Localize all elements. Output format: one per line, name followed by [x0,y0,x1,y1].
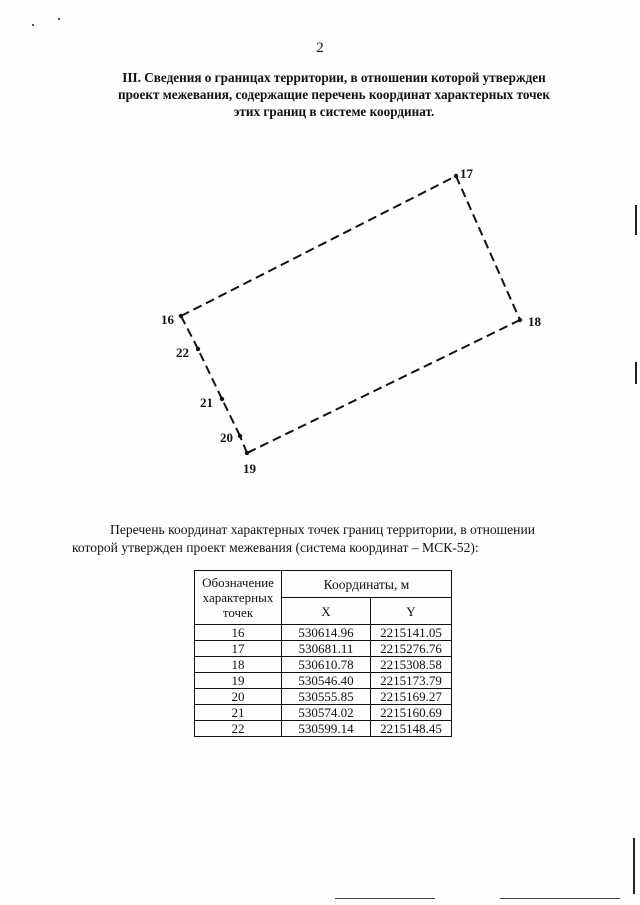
cell-y: 2215169.27 [371,689,452,705]
cell-x: 530681.11 [282,641,371,657]
cell-point: 17 [195,641,282,657]
boundary-point-label-21: 21 [200,395,213,410]
header-y: Y [371,598,452,625]
table-row [195,625,452,641]
boundary-points [179,174,522,455]
table-row [195,705,452,721]
cell-y: 2215308.58 [371,657,452,673]
boundary-point-label-22: 22 [176,345,189,360]
boundary-edge-19-20 [240,436,247,453]
cell-y: 2215148.45 [371,721,452,737]
section-title-line-2: проект межевания, содержащие перечень координат характерных точек [117,87,550,102]
scan-edge-mark [635,362,637,384]
boundary-point-22 [196,347,200,351]
cell-point: 21 [195,705,282,721]
cell-x: 530555.85 [282,689,371,705]
cell-point: 16 [195,625,282,641]
table-row [195,641,452,657]
scan-edge-line [500,898,620,899]
scan-edge-mark [635,205,637,235]
boundary-edge-18-19 [247,320,520,453]
header-x: X [282,598,371,625]
table-row [195,721,452,737]
coordinates-table [194,570,452,737]
boundary-point-label-19: 19 [243,461,256,476]
cell-y: 2215141.05 [371,625,452,641]
cell-x: 530574.02 [282,705,371,721]
cell-point: 18 [195,657,282,673]
scan-speck [32,24,34,26]
cell-y: 2215276.76 [371,641,452,657]
cell-point: 20 [195,689,282,705]
coordinates-caption [72,521,592,556]
table-row [195,689,452,705]
boundary-edge-16-17 [181,176,456,316]
cell-point: 19 [195,673,282,689]
boundary-labels [161,166,542,476]
boundary-edge-21-22 [198,349,222,399]
caption-line-1: Перечень координат характерных точек границ территории, в отношении [110,522,536,537]
cell-point: 22 [195,721,282,737]
header-coordinates: Координаты, м [282,571,452,598]
boundary-point-17 [454,174,458,178]
section-title-line-3: этих границ в системе координат. [233,104,435,119]
caption-line-2: которой утвержден проект межевания (система координат – МСК-52): [72,539,479,555]
boundary-point-20 [238,434,242,438]
scan-edge-line [335,898,435,899]
boundary-point-label-18: 18 [528,314,541,329]
cell-x: 530599.14 [282,721,371,737]
cell-x: 530546.40 [282,673,371,689]
boundary-point-label-20: 20 [220,430,233,445]
boundary-edges [181,176,520,453]
section-title-line-1: III. Сведения о границах территории, в отношении которой утвержден [122,70,546,85]
scan-edge-mark [633,838,635,894]
cell-y: 2215160.69 [371,705,452,721]
cell-y: 2215173.79 [371,673,452,689]
header-point-designation: Обозначение характерных точек [195,571,282,625]
boundary-point-19 [245,451,249,455]
scan-speck [58,18,60,20]
table-row [195,657,452,673]
boundary-point-18 [518,318,522,322]
boundary-point-16 [179,314,183,318]
boundary-point-label-16: 16 [161,312,174,327]
table-row [195,673,452,689]
boundary-edge-17-18 [456,176,520,320]
boundary-point-label-17: 17 [460,166,473,181]
cell-x: 530614.96 [282,625,371,641]
page-number: 2 [316,40,324,56]
cell-x: 530610.78 [282,657,371,673]
boundary-point-21 [220,397,224,401]
